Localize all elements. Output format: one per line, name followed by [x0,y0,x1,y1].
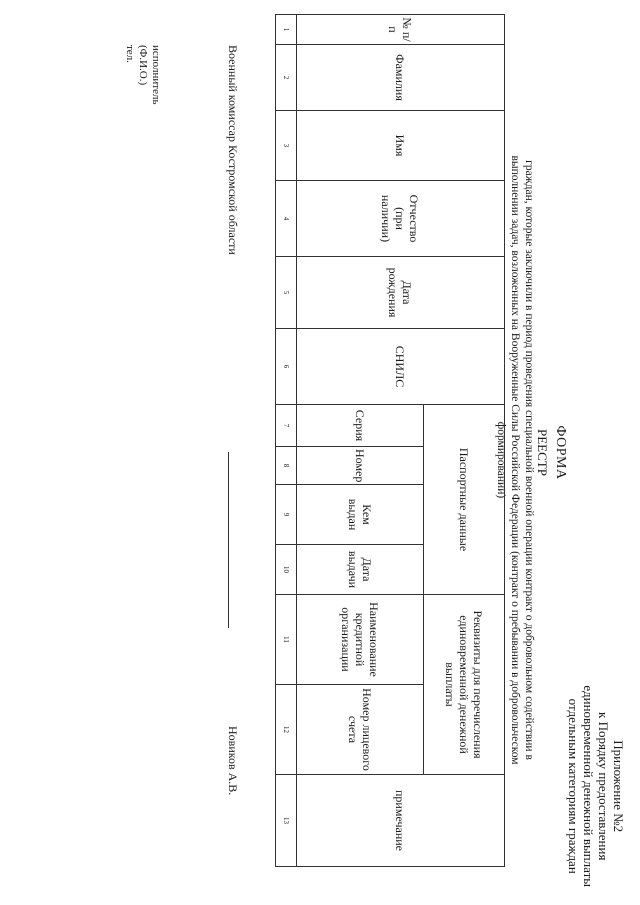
header-snils: СНИЛС [296,329,504,405]
appendix-line-2: к Порядку предоставления [596,712,611,861]
signature-line [228,452,229,628]
column-number: 12 [276,685,297,775]
header-passport: Паспортные данные [424,405,505,595]
header-issue-date: Дата выдачи [296,545,424,595]
header-note: примечание [296,775,504,867]
column-number: 6 [276,329,297,405]
column-number: 4 [276,181,297,257]
header-series: Серия [296,405,424,447]
header-number: Номер [296,447,424,485]
column-number: 5 [276,257,297,329]
column-number: 9 [276,485,297,545]
column-number: 8 [276,447,297,485]
executor-fio: (Ф.И.О.) [137,45,149,86]
header-patronymic: Отчество (при наличии) [296,181,504,257]
header-row-1 [424,15,505,867]
column-number: 1 [276,15,297,45]
column-number: 7 [276,405,297,447]
executor-phone: тел. [124,45,136,63]
appendix-line-4: отдельным категориям граждан [566,698,581,874]
header-num: № п/п [296,15,504,45]
executor-block [123,45,162,104]
column-number: 10 [276,545,297,595]
appendix-line-3: единовременной денежной выплаты [581,685,596,887]
signer-name: Новиков А.В. [226,726,240,796]
document-title: РЕЕСТР [535,429,550,476]
document-subtitle: граждан, которые заключили в период проведения специальной военной операции контракт о добровольном содействии в выполнении задач, возложенных на Вооруженные Силы Российской Федерации (контракт о пребывании в добровольческом формировании) [495,155,535,765]
column-number-row [276,15,297,867]
appendix-block [566,685,626,887]
header-surname: Фамилия [296,45,504,111]
column-number: 3 [276,111,297,181]
column-number: 2 [276,45,297,111]
header-issued-by: Кем выдан [296,485,424,545]
executor-label: исполнитель [150,45,162,105]
commissar-title: Военный комиссар Костромской области [226,45,240,255]
registry-table [275,14,505,867]
form-label: ФОРМА [553,425,568,480]
header-bank-name: Наименование кредитной организации [296,595,424,685]
column-number: 13 [276,775,297,867]
appendix-line-1: Приложение №2 [611,740,626,833]
header-birthdate: Дата рождения [296,257,504,329]
header-account-number: Номер лицевого счета [296,685,424,775]
header-name: Имя [296,111,504,181]
header-requisites: Реквизиты для перечисления единовременной денежной выплаты [424,595,505,775]
column-number: 11 [276,595,297,685]
